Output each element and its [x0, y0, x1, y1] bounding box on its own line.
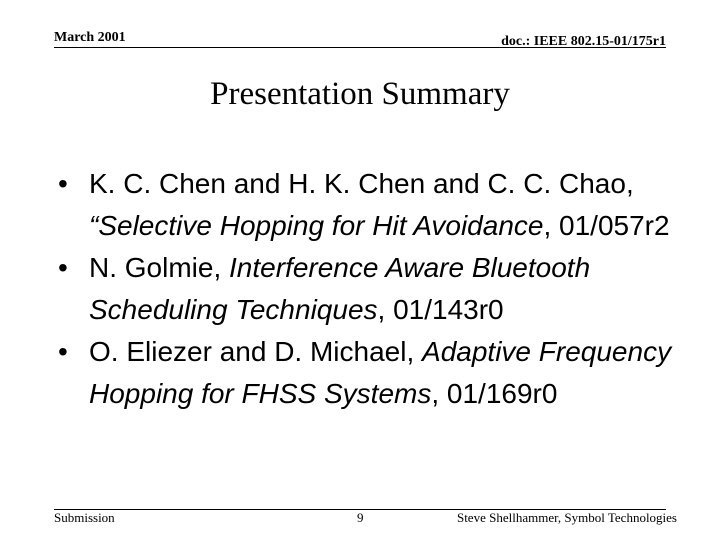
- bullet-icon: •: [58, 168, 68, 199]
- slide-title: Presentation Summary: [210, 76, 510, 112]
- bullet-item: [58, 163, 698, 247]
- header-rule: [54, 47, 666, 48]
- bullet-authors: N. Golmie,: [89, 252, 230, 283]
- footer-submission: Submission: [54, 510, 115, 525]
- bullet-doc-ref: , 01/057r2: [543, 210, 670, 241]
- header-doc-id: doc.: IEEE 802.15-01/175r1: [501, 34, 666, 49]
- bullet-icon: •: [58, 252, 68, 283]
- bullet-authors: K. C. Chen and H. K. Chen and C. C. Chao,: [89, 168, 634, 199]
- bullet-list: [58, 163, 698, 415]
- bullet-item: [58, 247, 698, 331]
- bullet-icon: •: [58, 336, 68, 367]
- bullet-doc-ref: , 01/143r0: [377, 294, 504, 325]
- footer-author: Steve Shellhammer, Symbol Technologies: [456, 510, 677, 525]
- bullet-authors: O. Eliezer and D. Michael,: [89, 336, 423, 367]
- bullet-work-title: Interference Aware Bluetooth Scheduling Techniques: [89, 252, 591, 325]
- header-date: March 2001: [54, 30, 126, 45]
- bullet-work-title: Adaptive Frequency Hopping for FHSS Systems: [89, 336, 672, 409]
- bullet-doc-ref: , 01/169r0: [431, 378, 558, 409]
- bullet-item: [58, 331, 698, 415]
- footer-page-number: 9: [357, 510, 364, 525]
- bullet-work-title: “Selective Hopping for Hit Avoidance: [89, 210, 544, 241]
